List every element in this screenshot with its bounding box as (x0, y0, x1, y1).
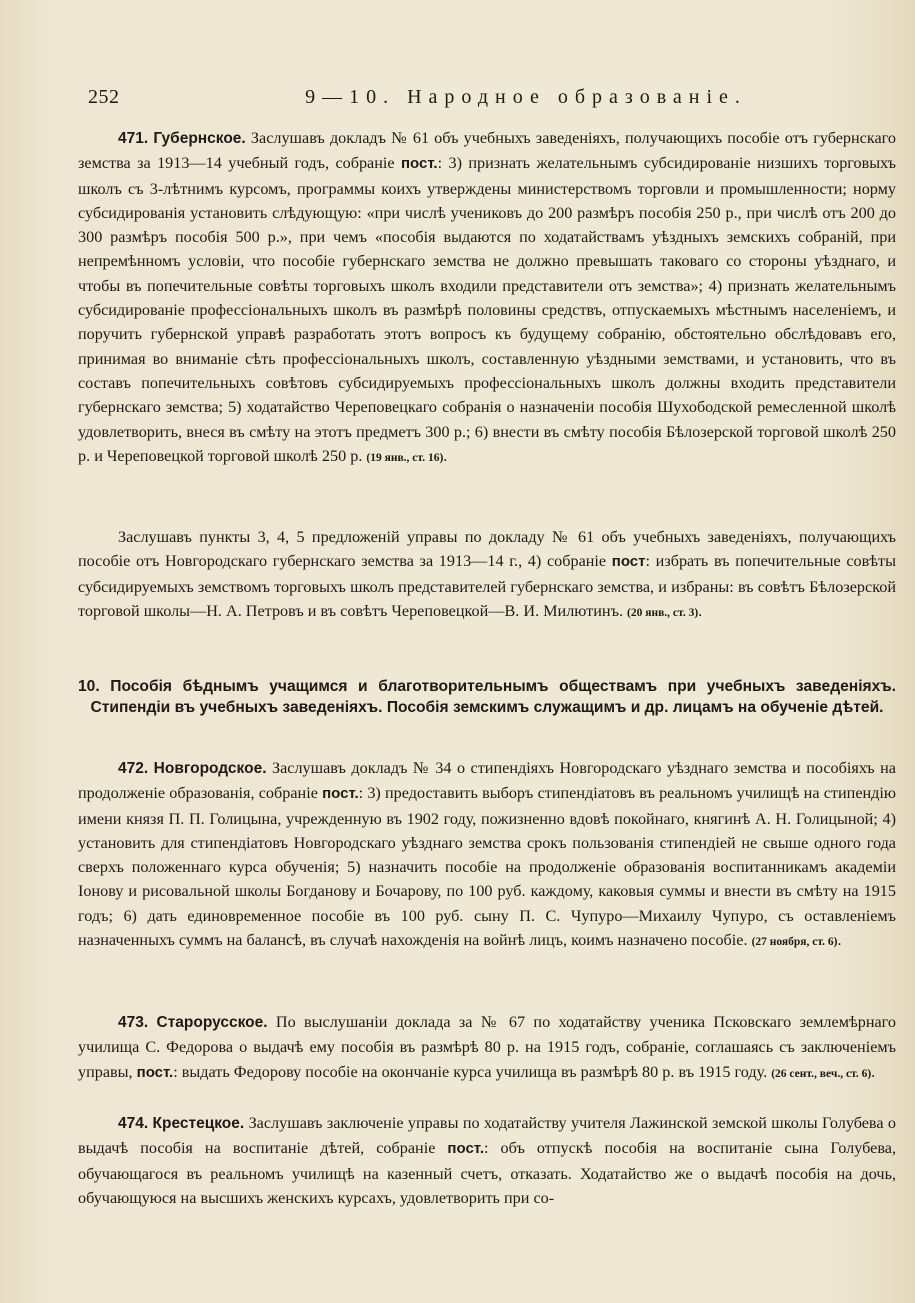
citation-ref: (27 ноября, ст. 6) (751, 936, 838, 949)
citation-ref: (19 янв., ст. 16) (366, 451, 444, 464)
section-heading: 10. Пособія бѣднымъ учащимся и благотворительнымъ обществамъ при учебныхъ заведеніяхъ. Стипендіи въ учебныхъ заведеніяхъ. Пособія земскимъ служащимъ и др. лицамъ на обученіе дѣтей. (78, 678, 896, 716)
running-head: 9—10. Народное образованіе. (305, 86, 747, 108)
paragraph-471 (78, 126, 896, 470)
body-text: Заслушавъ докладъ № 61 объ учебныхъ заведеніяхъ, получающихъ пособіе отъ губернскаго земства за 1913—14 учебный годъ, собраніе (78, 129, 897, 173)
citation-ref: (20 янв., ст. 3) (627, 606, 699, 619)
paragraph-473 (78, 1010, 896, 1086)
body-text: : 3) признать желательнымъ субсидированіе низшихъ торговыхъ школъ съ 3-лѣтнимъ курсомъ, программы коихъ утверждены министерствомъ торговли и промышленности; норму субсидированія установить слѣдующую: «при числѣ учениковъ до 200 размѣръ пособія 250 р., при числѣ отъ 200 до 300 размѣръ пособія 500 р.», при чемъ «пособія выдаются по ходатайствамъ уѣздныхъ земскихъ собраній, при непремѣнномъ условіи, что пособіе губернскаго земства не должно превышать таковаго со стороны уѣзднаго, и чтобы въ попечительные совѣты торговыхъ школъ входили представители отъ земства»; 4) признать желательнымъ субсидированіе профессіональныхъ школъ въ размѣрѣ половины средствъ, отпускаемыхъ мѣстнымъ населеніемъ, и поручить губернской управѣ разработать этотъ вопросъ къ будущему собранію, обстоятельно обслѣдовавъ его, принимая во вниманіе сѣть профессіональныхъ школъ, составленную уѣздными земствами, и установить, что въ составъ попечительныхъ совѣтовъ субсидируемыхъ профессіональныхъ школъ должны входить представители губернскаго земства; 5) ходатайство Череповецкаго собранія о назначеніи пособія Шухободской ремесленной школѣ удовлетворить, внеся въ смѣту на этотъ предметъ 300 р.; 6) внести въ смѣту пособія Бѣлозерской торговой школѣ 250 р. и Череповецкой торговой школѣ 250 р. (78, 154, 896, 465)
place-name: Новгородское. (153, 760, 267, 777)
body-text: : избрать въ попечительные совѣты субсидируемыхъ земствомъ торговыхъ школъ представителей губернскаго земства, и избраны: въ совѣтъ Бѣлозерской торговой школы—Н. А. Петровъ и въ совѣтъ Череповецкой—В. И. Милютинъ. (78, 552, 897, 620)
place-name: Старорусское. (156, 1014, 268, 1031)
citation-ref: (26 сент., веч., ст. 6) (771, 1067, 872, 1080)
paragraph-text (78, 126, 896, 470)
page-number: 252 (88, 86, 120, 108)
resolution-marker: пост. (322, 785, 359, 803)
paragraph-text (78, 756, 896, 954)
period: . (871, 1062, 876, 1081)
page-header (88, 86, 874, 114)
place-name: Губернское. (153, 130, 246, 147)
period: . (443, 446, 448, 465)
body-text: Заслушавъ докладъ № 34 о стипендіяхъ Новгородскаго уѣзднаго земства и пособіяхъ на продолженіе образованія, собраніе (78, 759, 896, 803)
body-text: : выдать Федорову пособіе на окончаніе курса училища въ размѣрѣ 80 р. въ 1915 году. (173, 1062, 772, 1081)
period: . (698, 601, 703, 620)
item-number: 473. (118, 1014, 149, 1031)
paragraph-472 (78, 756, 896, 954)
item-number: 474. (118, 1115, 149, 1132)
body-text: Заслушавъ пункты 3, 4, 5 предложеній управы по докладу № 61 объ учебныхъ заведеніяхъ, получающихъ пособіе отъ Новгородскаго губернскаго земства за 1913—14 г., 4) собраніе (78, 528, 896, 571)
place-name: Крестецкое. (152, 1115, 245, 1132)
paragraph-text (78, 1010, 896, 1086)
paragraph-text (78, 525, 896, 625)
paragraph-text (78, 1111, 896, 1210)
item-number: 472. (118, 760, 149, 777)
body-text: По выслушаніи доклада за № 67 по ходатайству ученика Псковскаго землемѣрнаго училища С. Федорова о выдачѣ ему пособія въ размѣрѣ 80 р. на 1915 годъ, собраніе, соглашаясь съ заключеніемъ управы, (78, 1013, 896, 1081)
resolution-marker: пост. (447, 1140, 484, 1158)
body-text: : объ отпускѣ пособія на воспитаніе сына Голубева, обучающагося въ реальномъ училищѣ на казенный счетъ, отказать. Ходатайство же о выдачѣ пособія на дочь, обучающуюся на высшихъ женскихъ курсахъ, удовлетворить при со- (78, 1139, 896, 1207)
paragraph-474 (78, 1111, 896, 1210)
body-text: Заслушавъ заключеніе управы по ходатайству учителя Лажинской земской школы Голубева о выдачѣ пособія на воспитаніе дѣтей, собраніе (78, 1114, 896, 1158)
paragraph-471-continued (78, 525, 896, 625)
resolution-marker: пост. (401, 155, 438, 173)
body-text: : 3) предоставить выборъ стипендіатовъ въ реальномъ училищѣ на стипендію имени князя П. П. Голицына, учрежденную въ 1902 году, пожизненно вдовѣ покойнаго, княгинѣ А. Н. Голицыной; 4) установить для стипендіатовъ Новгородскаго уѣзднаго земства срокъ пользованія стипендіей не свыше одного года сверхъ положеннаго курса обученія; 5) назначить пособіе на продолженіе образованія воспитанникамъ академіи Іонову и рисовальной школы Богданову и Бочарову, по 100 руб. каждому, каковыя суммы и внести въ смѣту на 1915 годъ; 6) дать единовременное пособіе въ 100 руб. сыну П. С. Чупуро—Михаилу Чупуро, съ оставленіемъ назначенныхъ суммъ на балансѣ, въ случаѣ нахожденія на войнѣ лицъ, коимъ назначено пособіе. (78, 784, 896, 950)
period: . (837, 931, 842, 950)
resolution-marker: пост. (136, 1063, 174, 1081)
item-number: 471. (118, 130, 149, 147)
resolution-marker: пост (611, 553, 646, 571)
